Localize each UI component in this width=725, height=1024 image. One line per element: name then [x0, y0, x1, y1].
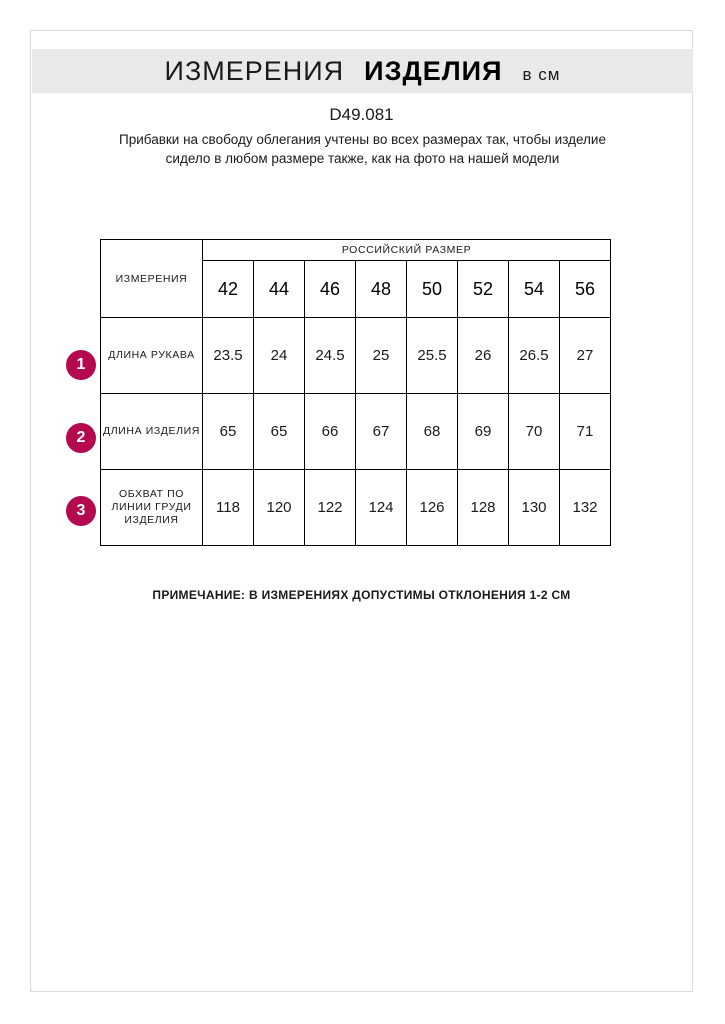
document-title: [165, 56, 561, 87]
title-units: в см: [522, 64, 561, 84]
size-56: 56: [560, 261, 611, 318]
cell-sleeve-46: 24.5: [305, 318, 356, 394]
size-table: [100, 239, 611, 546]
row-bullet-3: 3: [66, 496, 96, 526]
size-table-wrapper: [100, 239, 610, 546]
cell-chest-48: 124: [356, 470, 407, 546]
title-word-measurements: ИЗМЕРЕНИЯ: [164, 55, 345, 86]
table-row: [101, 318, 611, 394]
cell-chest-50: 126: [407, 470, 458, 546]
cell-sleeve-42: 23.5: [203, 318, 254, 394]
cell-sleeve-50: 25.5: [407, 318, 458, 394]
row-bullet-2: 2: [66, 423, 96, 453]
size-44: 44: [254, 261, 305, 318]
table-header-group-row: [101, 240, 611, 261]
cell-length-42: 65: [203, 394, 254, 470]
table-row: [101, 394, 611, 470]
cell-length-50: 68: [407, 394, 458, 470]
header-measurements: ИЗМЕРЕНИЯ: [101, 240, 203, 318]
cell-sleeve-56: 27: [560, 318, 611, 394]
intro-text: Прибавки на свободу облегания учтены во всех размерах так, чтобы изделие сидело в любом размере также, как на фото на нашей модели: [119, 132, 606, 166]
cell-length-56: 71: [560, 394, 611, 470]
cell-chest-52: 128: [458, 470, 509, 546]
size-54: 54: [509, 261, 560, 318]
document-header-band: [32, 49, 693, 93]
size-46: 46: [305, 261, 356, 318]
cell-length-52: 69: [458, 394, 509, 470]
footnote: ПРИМЕЧАНИЕ: В ИЗМЕРЕНИЯХ ДОПУСТИМЫ ОТКЛОНЕНИЯ 1-2 СМ: [152, 588, 571, 602]
size-42: 42: [203, 261, 254, 318]
cell-length-44: 65: [254, 394, 305, 470]
cell-chest-54: 130: [509, 470, 560, 546]
cell-sleeve-44: 24: [254, 318, 305, 394]
row-label-sleeve-length: ДЛИНА РУКАВА: [101, 318, 203, 394]
cell-chest-56: 132: [560, 470, 611, 546]
cell-length-54: 70: [509, 394, 560, 470]
row-label-product-length: ДЛИНА ИЗДЕЛИЯ: [101, 394, 203, 470]
cell-length-46: 66: [305, 394, 356, 470]
row-bullet-1: 1: [66, 350, 96, 380]
table-row: [101, 470, 611, 546]
size-52: 52: [458, 261, 509, 318]
size-48: 48: [356, 261, 407, 318]
document-page: [30, 30, 693, 992]
cell-chest-44: 120: [254, 470, 305, 546]
product-code: D49.081: [329, 105, 394, 124]
header-russian-size: РОССИЙСКИЙ РАЗМЕР: [203, 240, 611, 261]
cell-sleeve-54: 26.5: [509, 318, 560, 394]
row-label-chest-girth: ОБХВАТ ПО ЛИНИИ ГРУДИ ИЗДЕЛИЯ: [101, 470, 203, 546]
cell-sleeve-52: 26: [458, 318, 509, 394]
title-word-product: ИЗДЕЛИЯ: [364, 55, 503, 86]
cell-chest-42: 118: [203, 470, 254, 546]
cell-sleeve-48: 25: [356, 318, 407, 394]
size-50: 50: [407, 261, 458, 318]
cell-chest-46: 122: [305, 470, 356, 546]
cell-length-48: 67: [356, 394, 407, 470]
